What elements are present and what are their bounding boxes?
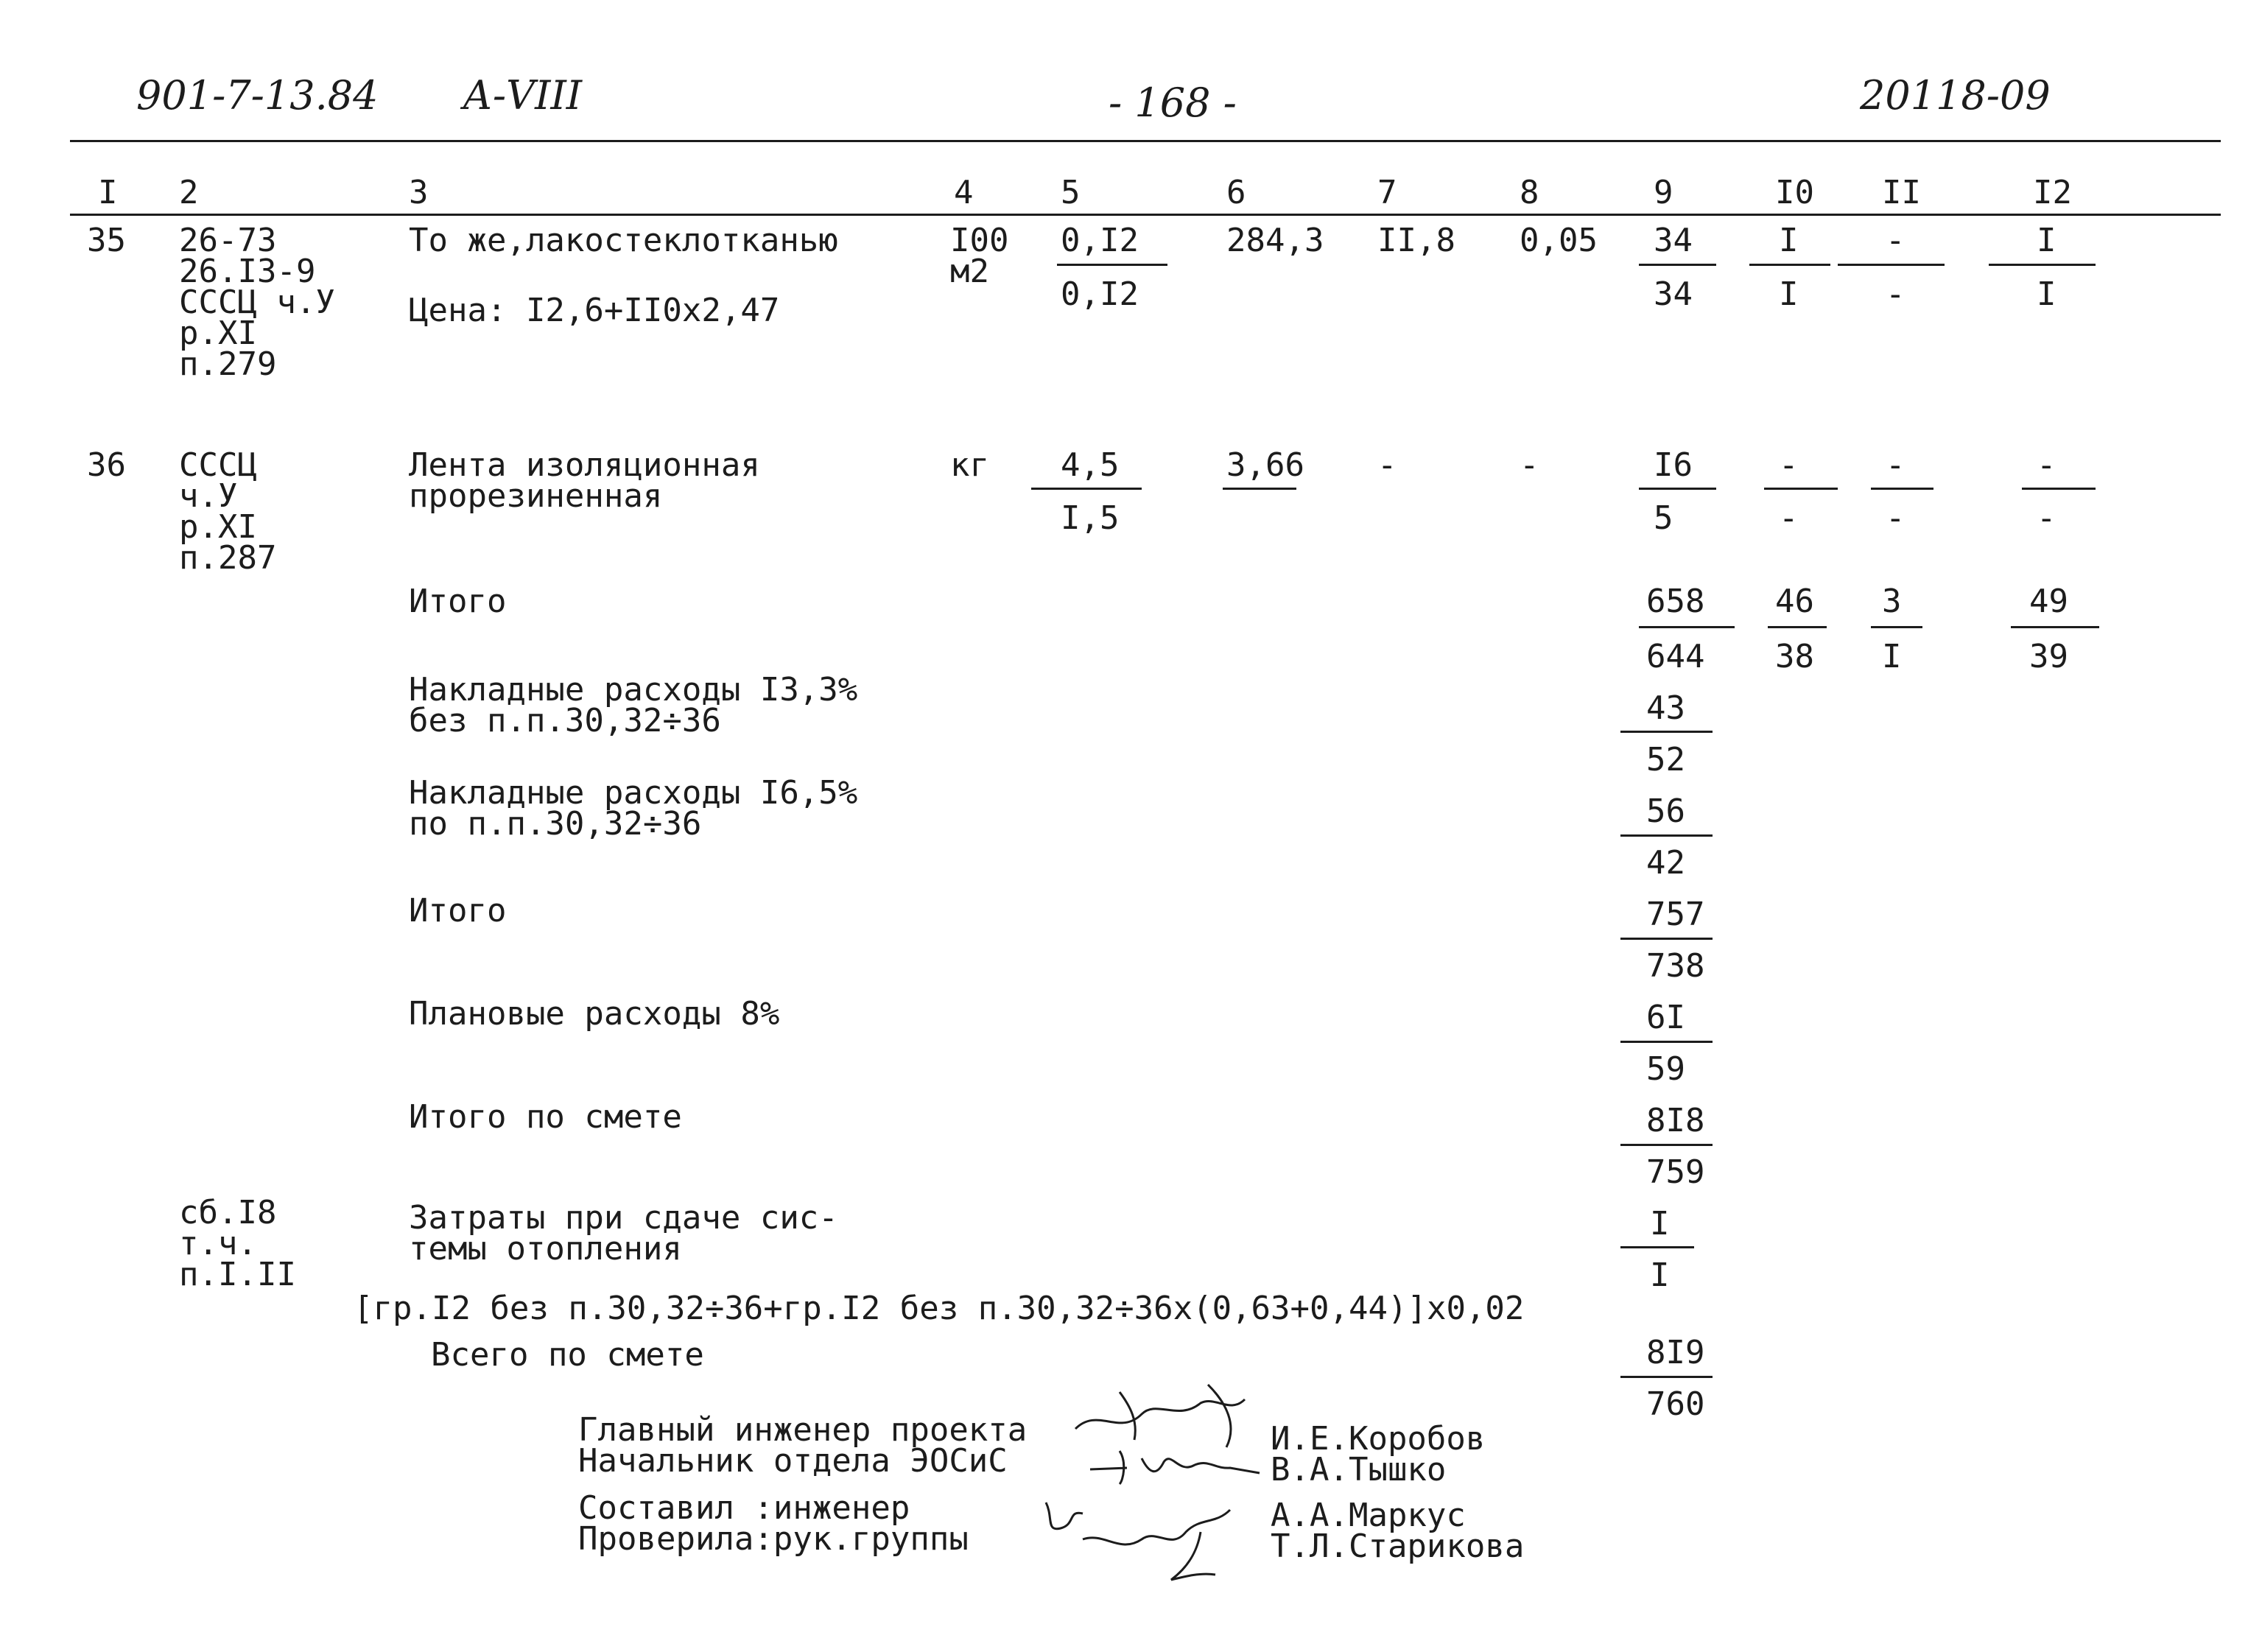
row-name: Лента изоляционная	[409, 446, 760, 484]
total-col9-top: 56	[1646, 792, 1685, 830]
total-col9-bottom: 52	[1646, 741, 1685, 778]
signature-role: Проверила:рук.группы	[578, 1520, 969, 1558]
extra-formula: [гр.I2 без п.30,32÷36+гр.I2 без п.30,32÷36x(0,63+0,44)]x0,02	[354, 1290, 1525, 1327]
fraction-bar	[1057, 264, 1167, 266]
signature-role: Начальник отдела ЭОСиС	[578, 1442, 1008, 1480]
row-basis: СССЦ ч.У	[179, 284, 335, 321]
fraction-bar	[1764, 488, 1838, 490]
total-label: Итого	[409, 892, 507, 929]
row-basis: 26-73	[179, 222, 277, 259]
grand-total-label: Всего по смете	[431, 1336, 704, 1374]
column-header-5: 5	[1061, 174, 1081, 211]
row-col10-bottom: I	[1779, 275, 1799, 313]
column-header-12: I2	[2033, 174, 2072, 211]
row-col8: 0,05	[1520, 222, 1598, 259]
row-col12-top: -	[2037, 446, 2056, 484]
row-col11-bottom: -	[1886, 275, 1906, 313]
row-basis: п.279	[179, 345, 277, 383]
row-col9-bottom: 34	[1654, 275, 1693, 313]
row-basis: р.XI	[179, 508, 257, 546]
extra-basis: т.ч.	[179, 1225, 257, 1262]
total-col9-top: 658	[1646, 583, 1705, 620]
extra-basis: сб.I8	[179, 1194, 277, 1231]
column-header-6: 6	[1226, 174, 1246, 211]
row-col9-bottom: 5	[1654, 499, 1673, 537]
signature-name: Т.Л.Старикова	[1271, 1528, 1525, 1565]
row-unit: кг	[950, 446, 989, 484]
column-header-rule	[70, 214, 2221, 216]
fraction-bar	[1620, 1246, 1694, 1248]
row-quantity-bottom: I,5	[1061, 499, 1120, 537]
row-col12-bottom: I	[2037, 275, 2056, 313]
total-col9-top: 6I	[1646, 999, 1685, 1036]
fraction-bar	[1871, 626, 1922, 628]
total-label: Накладные расходы I6,5%	[409, 774, 858, 812]
row-quantity-top: 4,5	[1061, 446, 1120, 484]
fraction-bar	[1639, 488, 1716, 490]
total-col12-top: 49	[2029, 583, 2068, 620]
total-col9-bottom: 759	[1646, 1153, 1705, 1191]
row-name: прорезиненная	[409, 477, 663, 515]
fraction-bar	[1031, 488, 1142, 490]
fraction-bar	[2022, 488, 2096, 490]
row-price-note: Цена: I2,6+II0x2,47	[409, 292, 780, 329]
fraction-bar	[1620, 1041, 1713, 1043]
row-basis: 26.I3-9	[179, 253, 316, 290]
total-col9-bottom: 42	[1646, 844, 1685, 882]
row-number: 35	[87, 222, 126, 259]
row-name: То же,лакостеклотканью	[409, 222, 838, 259]
total-col9-bottom: 644	[1646, 638, 1705, 675]
signature-role: Составил :инженер	[578, 1489, 910, 1527]
sheet-code: 20118-09	[1860, 72, 2051, 119]
row-unit: I00	[950, 222, 1009, 259]
row-basis: ч.У	[179, 477, 238, 515]
total-col9-top: 43	[1646, 689, 1685, 727]
row-basis: р.XI	[179, 314, 257, 352]
row-col6: 284,3	[1226, 222, 1324, 259]
total-label: Накладные расходы I3,3%	[409, 671, 858, 709]
extra-label: Затраты при сдаче сис-	[409, 1199, 838, 1237]
signature-name: А.А.Маркус	[1271, 1497, 1466, 1534]
row-col7: -	[1377, 446, 1397, 484]
fraction-bar	[1620, 1144, 1713, 1146]
fraction-bar	[1639, 264, 1716, 266]
column-header-1: I	[98, 174, 118, 211]
extra-col9-bottom: I	[1650, 1256, 1670, 1294]
handwritten-signature-3	[1031, 1488, 1252, 1591]
total-col11-bottom: I	[1882, 638, 1902, 675]
row-unit: м2	[950, 253, 989, 290]
total-col12-bottom: 39	[2029, 638, 2068, 675]
handwritten-signature-2	[1083, 1440, 1274, 1491]
row-quantity-bottom: 0,I2	[1061, 275, 1139, 313]
column-header-2: 2	[179, 174, 199, 211]
row-col10-top: -	[1779, 446, 1799, 484]
extra-col9-top: I	[1650, 1205, 1670, 1242]
total-col11-top: 3	[1882, 583, 1902, 620]
header-rule	[70, 140, 2221, 142]
fraction-bar	[1620, 1376, 1713, 1378]
grand-total-col9-top: 8I9	[1646, 1334, 1705, 1371]
column-header-8: 8	[1520, 174, 1539, 211]
fraction-bar	[2011, 626, 2099, 628]
row-col11-top: -	[1886, 446, 1906, 484]
row-col6: 3,66	[1226, 446, 1304, 484]
album-code: А-VIII	[463, 72, 583, 119]
row-col8: -	[1520, 446, 1539, 484]
extra-basis: п.I.II	[179, 1256, 296, 1293]
grand-total-col9-bottom: 760	[1646, 1385, 1705, 1423]
doc-code: 901-7-13.84	[136, 72, 379, 119]
column-header-4: 4	[954, 174, 974, 211]
fraction-bar	[1620, 731, 1713, 733]
fraction-bar	[1768, 626, 1827, 628]
column-header-11: II	[1882, 174, 1921, 211]
row-basis: СССЦ	[179, 446, 257, 484]
fraction-bar	[1749, 264, 1830, 266]
total-label: Плановые расходы 8%	[409, 995, 780, 1033]
total-col10-bottom: 38	[1775, 638, 1814, 675]
fraction-bar	[1620, 938, 1713, 940]
row-col9-top: 34	[1654, 222, 1693, 259]
row-quantity-top: 0,I2	[1061, 222, 1139, 259]
row-col11-bottom: -	[1886, 499, 1906, 537]
page-number: - 168 -	[1109, 80, 1237, 126]
signature-name: И.Е.Коробов	[1271, 1420, 1486, 1458]
row-col10-top: I	[1779, 222, 1799, 259]
signature-role: Главный инженер проекта	[578, 1411, 1028, 1449]
fraction-bar	[1989, 264, 2096, 266]
fraction-bar	[1871, 488, 1933, 490]
row-col9-top: I6	[1654, 446, 1693, 484]
total-col9-bottom: 59	[1646, 1050, 1685, 1088]
row-col7: II,8	[1377, 222, 1455, 259]
extra-label: темы отопления	[409, 1230, 682, 1268]
fraction-bar	[1838, 264, 1945, 266]
total-col9-bottom: 738	[1646, 947, 1705, 985]
total-label: без п.п.30,32÷36	[409, 702, 721, 739]
row-col11-top: -	[1886, 222, 1906, 259]
row-col12-top: I	[2037, 222, 2056, 259]
column-header-10: I0	[1775, 174, 1814, 211]
row-col10-bottom: -	[1779, 499, 1799, 537]
fraction-bar	[1620, 834, 1713, 837]
row-number: 36	[87, 446, 126, 484]
total-label: Итого	[409, 583, 507, 620]
column-header-9: 9	[1654, 174, 1673, 211]
underline	[1223, 488, 1296, 490]
row-col12-bottom: -	[2037, 499, 2056, 537]
signature-name: В.А.Тышко	[1271, 1451, 1447, 1488]
column-header-3: 3	[409, 174, 429, 211]
row-basis: п.287	[179, 539, 277, 577]
fraction-bar	[1639, 626, 1735, 628]
column-header-7: 7	[1377, 174, 1397, 211]
total-label: по п.п.30,32÷36	[409, 805, 702, 843]
total-col10-top: 46	[1775, 583, 1814, 620]
total-label: Итого по смете	[409, 1098, 682, 1136]
total-col9-top: 757	[1646, 896, 1705, 933]
total-col9-top: 8I8	[1646, 1102, 1705, 1139]
